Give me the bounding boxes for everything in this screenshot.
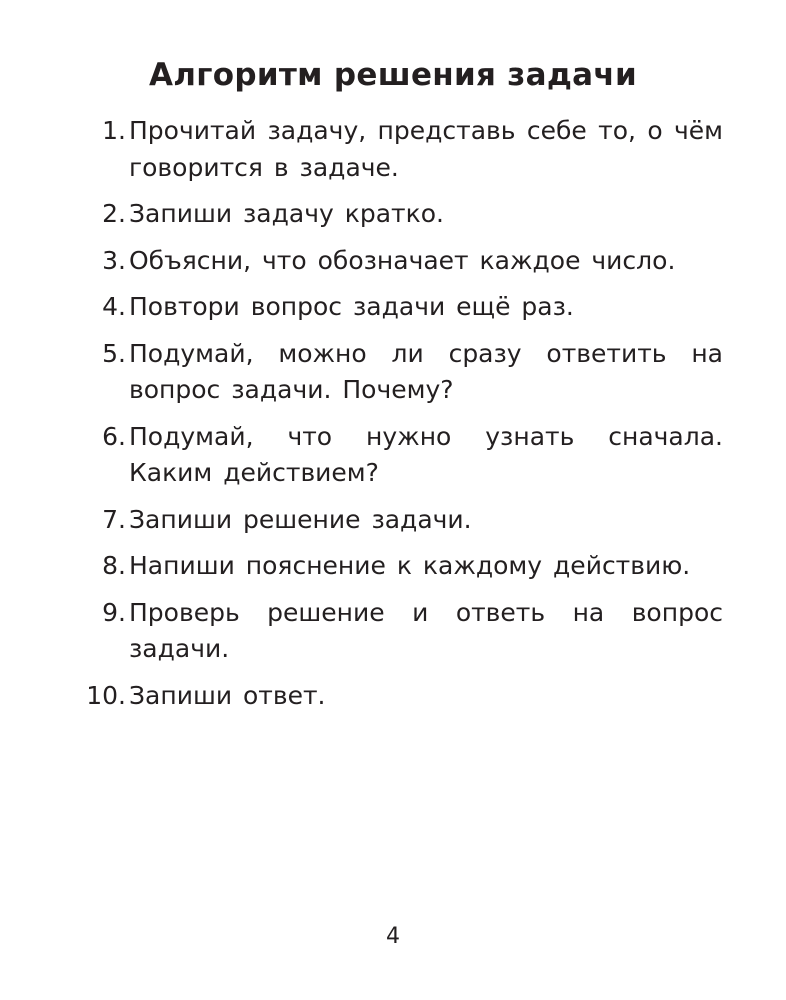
step-number: 10. (86, 680, 126, 710)
step-text: Напиши пояснение к каждому действию. (129, 551, 691, 580)
step-text: Объясни, что обозначает каждое число. (129, 245, 676, 275)
step-text: Проверь решение и ответь на вопрос задачи. (129, 597, 723, 663)
list-item (0, 502, 786, 539)
step-number: 3. (102, 245, 126, 275)
step-text: Запиши ответ. (129, 680, 326, 710)
list-item (0, 196, 786, 233)
step-number: 7. (102, 504, 126, 534)
list-item (0, 548, 786, 585)
list-item (0, 678, 786, 715)
list-item (0, 289, 786, 326)
step-number: 1. (102, 116, 126, 145)
step-text: Запиши задачу кратко. (129, 199, 444, 228)
step-text: Прочитай задачу, представь себе то, о чём говорится в задаче. (129, 116, 723, 182)
step-text: Подумай, что нужно узнать сначала. Каким действием? (129, 421, 723, 487)
list-item (0, 243, 786, 280)
step-number: 4. (102, 292, 126, 321)
algorithm-steps-list (0, 113, 786, 724)
step-number: 5. (102, 338, 126, 368)
list-item (0, 113, 786, 186)
step-text: Подумай, можно ли сразу ответить на вопрос задачи. Почему? (129, 338, 723, 404)
step-number: 6. (102, 421, 126, 451)
step-number: 9. (102, 597, 126, 627)
step-text: Повтори вопрос задачи ещё раз. (129, 292, 574, 321)
list-item (0, 336, 786, 409)
step-number: 2. (102, 199, 126, 228)
step-number: 8. (102, 551, 126, 580)
step-text: Запиши решение задачи. (129, 504, 472, 534)
page-number: 4 (386, 924, 400, 949)
list-item (0, 419, 786, 492)
list-item (0, 595, 786, 668)
page-title: Алгоритм решения задачи (149, 57, 637, 93)
